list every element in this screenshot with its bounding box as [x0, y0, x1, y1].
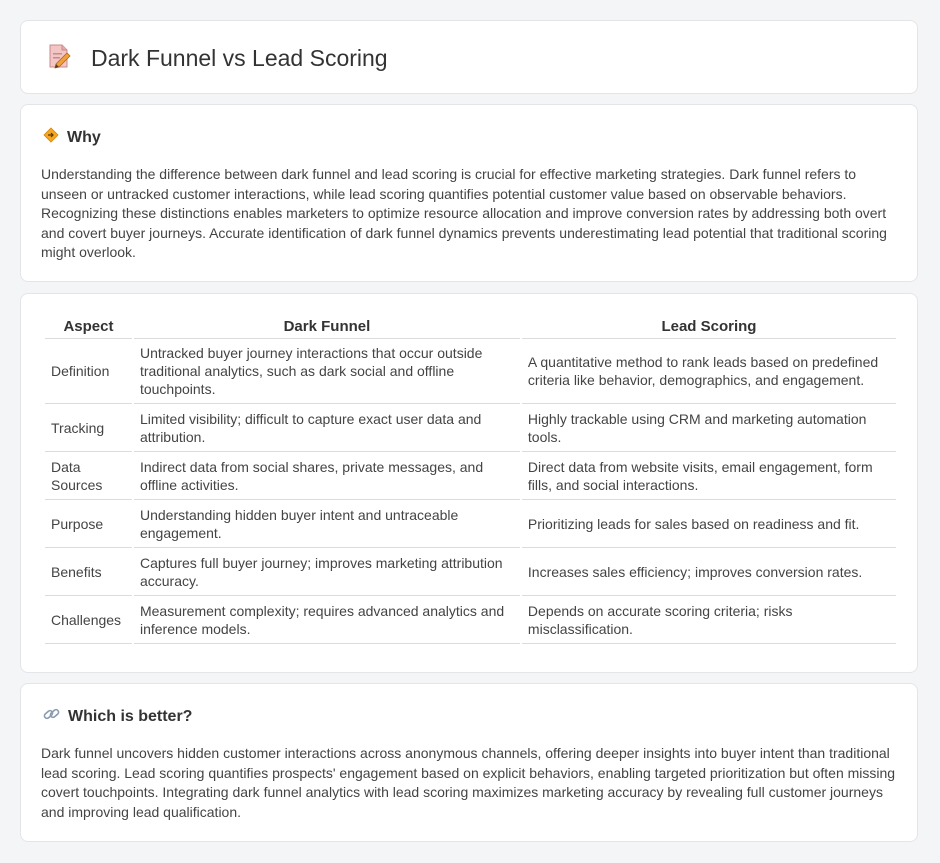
link-icon	[43, 706, 60, 727]
diamond-sign-icon	[43, 127, 59, 148]
aspect-cell: Challenges	[45, 596, 132, 644]
aspect-cell: Definition	[45, 339, 132, 404]
dark-funnel-cell: Measurement complexity; requires advanced analytics and inference models.	[134, 596, 520, 644]
which-is-better-text: Dark funnel uncovers hidden customer interactions across anonymous channels, offering deeper insights into buyer intent than traditional lead scoring. Lead scoring quantifies prospects' engagement based on explicit behaviors, enabling targeted prioritization but often missing covert touchpoints. Integrating dark funnel analytics with lead scoring maximizes marketing accuracy by revealing full customer journeys and improving lead qualification.	[41, 745, 896, 820]
dark-funnel-cell: Indirect data from social shares, private messages, and offline activities.	[134, 452, 520, 500]
lead-scoring-cell: A quantitative method to rank leads based on predefined criteria like behavior, demographics, and engagement.	[522, 339, 896, 404]
comparison-table	[43, 316, 898, 644]
header-aspect: Aspect	[45, 316, 132, 339]
dark-funnel-cell: Captures full buyer journey; improves marketing attribution accuracy.	[134, 548, 520, 596]
lead-scoring-cell: Increases sales efficiency; improves conversion rates.	[522, 548, 896, 596]
table-row	[45, 548, 896, 596]
aspect-cell: Benefits	[45, 548, 132, 596]
header-lead-scoring: Lead Scoring	[522, 316, 896, 339]
table-row	[45, 596, 896, 644]
table-row	[45, 339, 896, 404]
header-dark-funnel: Dark Funnel	[134, 316, 520, 339]
lead-scoring-cell: Direct data from website visits, email engagement, form fills, and social interactions.	[522, 452, 896, 500]
table-row	[45, 452, 896, 500]
comparison-card	[20, 293, 918, 673]
lead-scoring-cell: Highly trackable using CRM and marketing automation tools.	[522, 404, 896, 452]
dark-funnel-cell: Limited visibility; difficult to capture exact user data and attribution.	[134, 404, 520, 452]
dark-funnel-cell: Understanding hidden buyer intent and untraceable engagement.	[134, 500, 520, 548]
table-row	[45, 500, 896, 548]
aspect-cell: Purpose	[45, 500, 132, 548]
page-title: Dark Funnel vs Lead Scoring	[91, 45, 388, 71]
table-row	[45, 404, 896, 452]
which-is-better-heading: Which is better?	[68, 707, 193, 725]
aspect-cell: Data Sources	[45, 452, 132, 500]
table-header-row	[45, 316, 896, 339]
document-pencil-icon	[47, 43, 71, 74]
why-text: Understanding the difference between dark funnel and lead scoring is crucial for effective marketing strategies. Dark funnel refers to unseen or untracked customer interactions, while lead scoring quantifies potential customer value based on observable behaviors. Recognizing these distinctions enables marketers to optimize resource allocation and improve conversion rates by addressing both overt and covert buyer journeys. Accurate identification of dark funnel dynamics prevents underestimating lead potential that traditional scoring might overlook.	[41, 166, 887, 261]
aspect-cell: Tracking	[45, 404, 132, 452]
lead-scoring-cell: Prioritizing leads for sales based on readiness and fit.	[522, 500, 896, 548]
why-section	[20, 104, 918, 282]
which-is-better-section	[20, 683, 918, 842]
dark-funnel-cell: Untracked buyer journey interactions that occur outside traditional analytics, such as dark social and offline touchpoints.	[134, 339, 520, 404]
title-card	[20, 20, 918, 94]
why-heading: Why	[67, 128, 101, 146]
lead-scoring-cell: Depends on accurate scoring criteria; risks misclassification.	[522, 596, 896, 644]
